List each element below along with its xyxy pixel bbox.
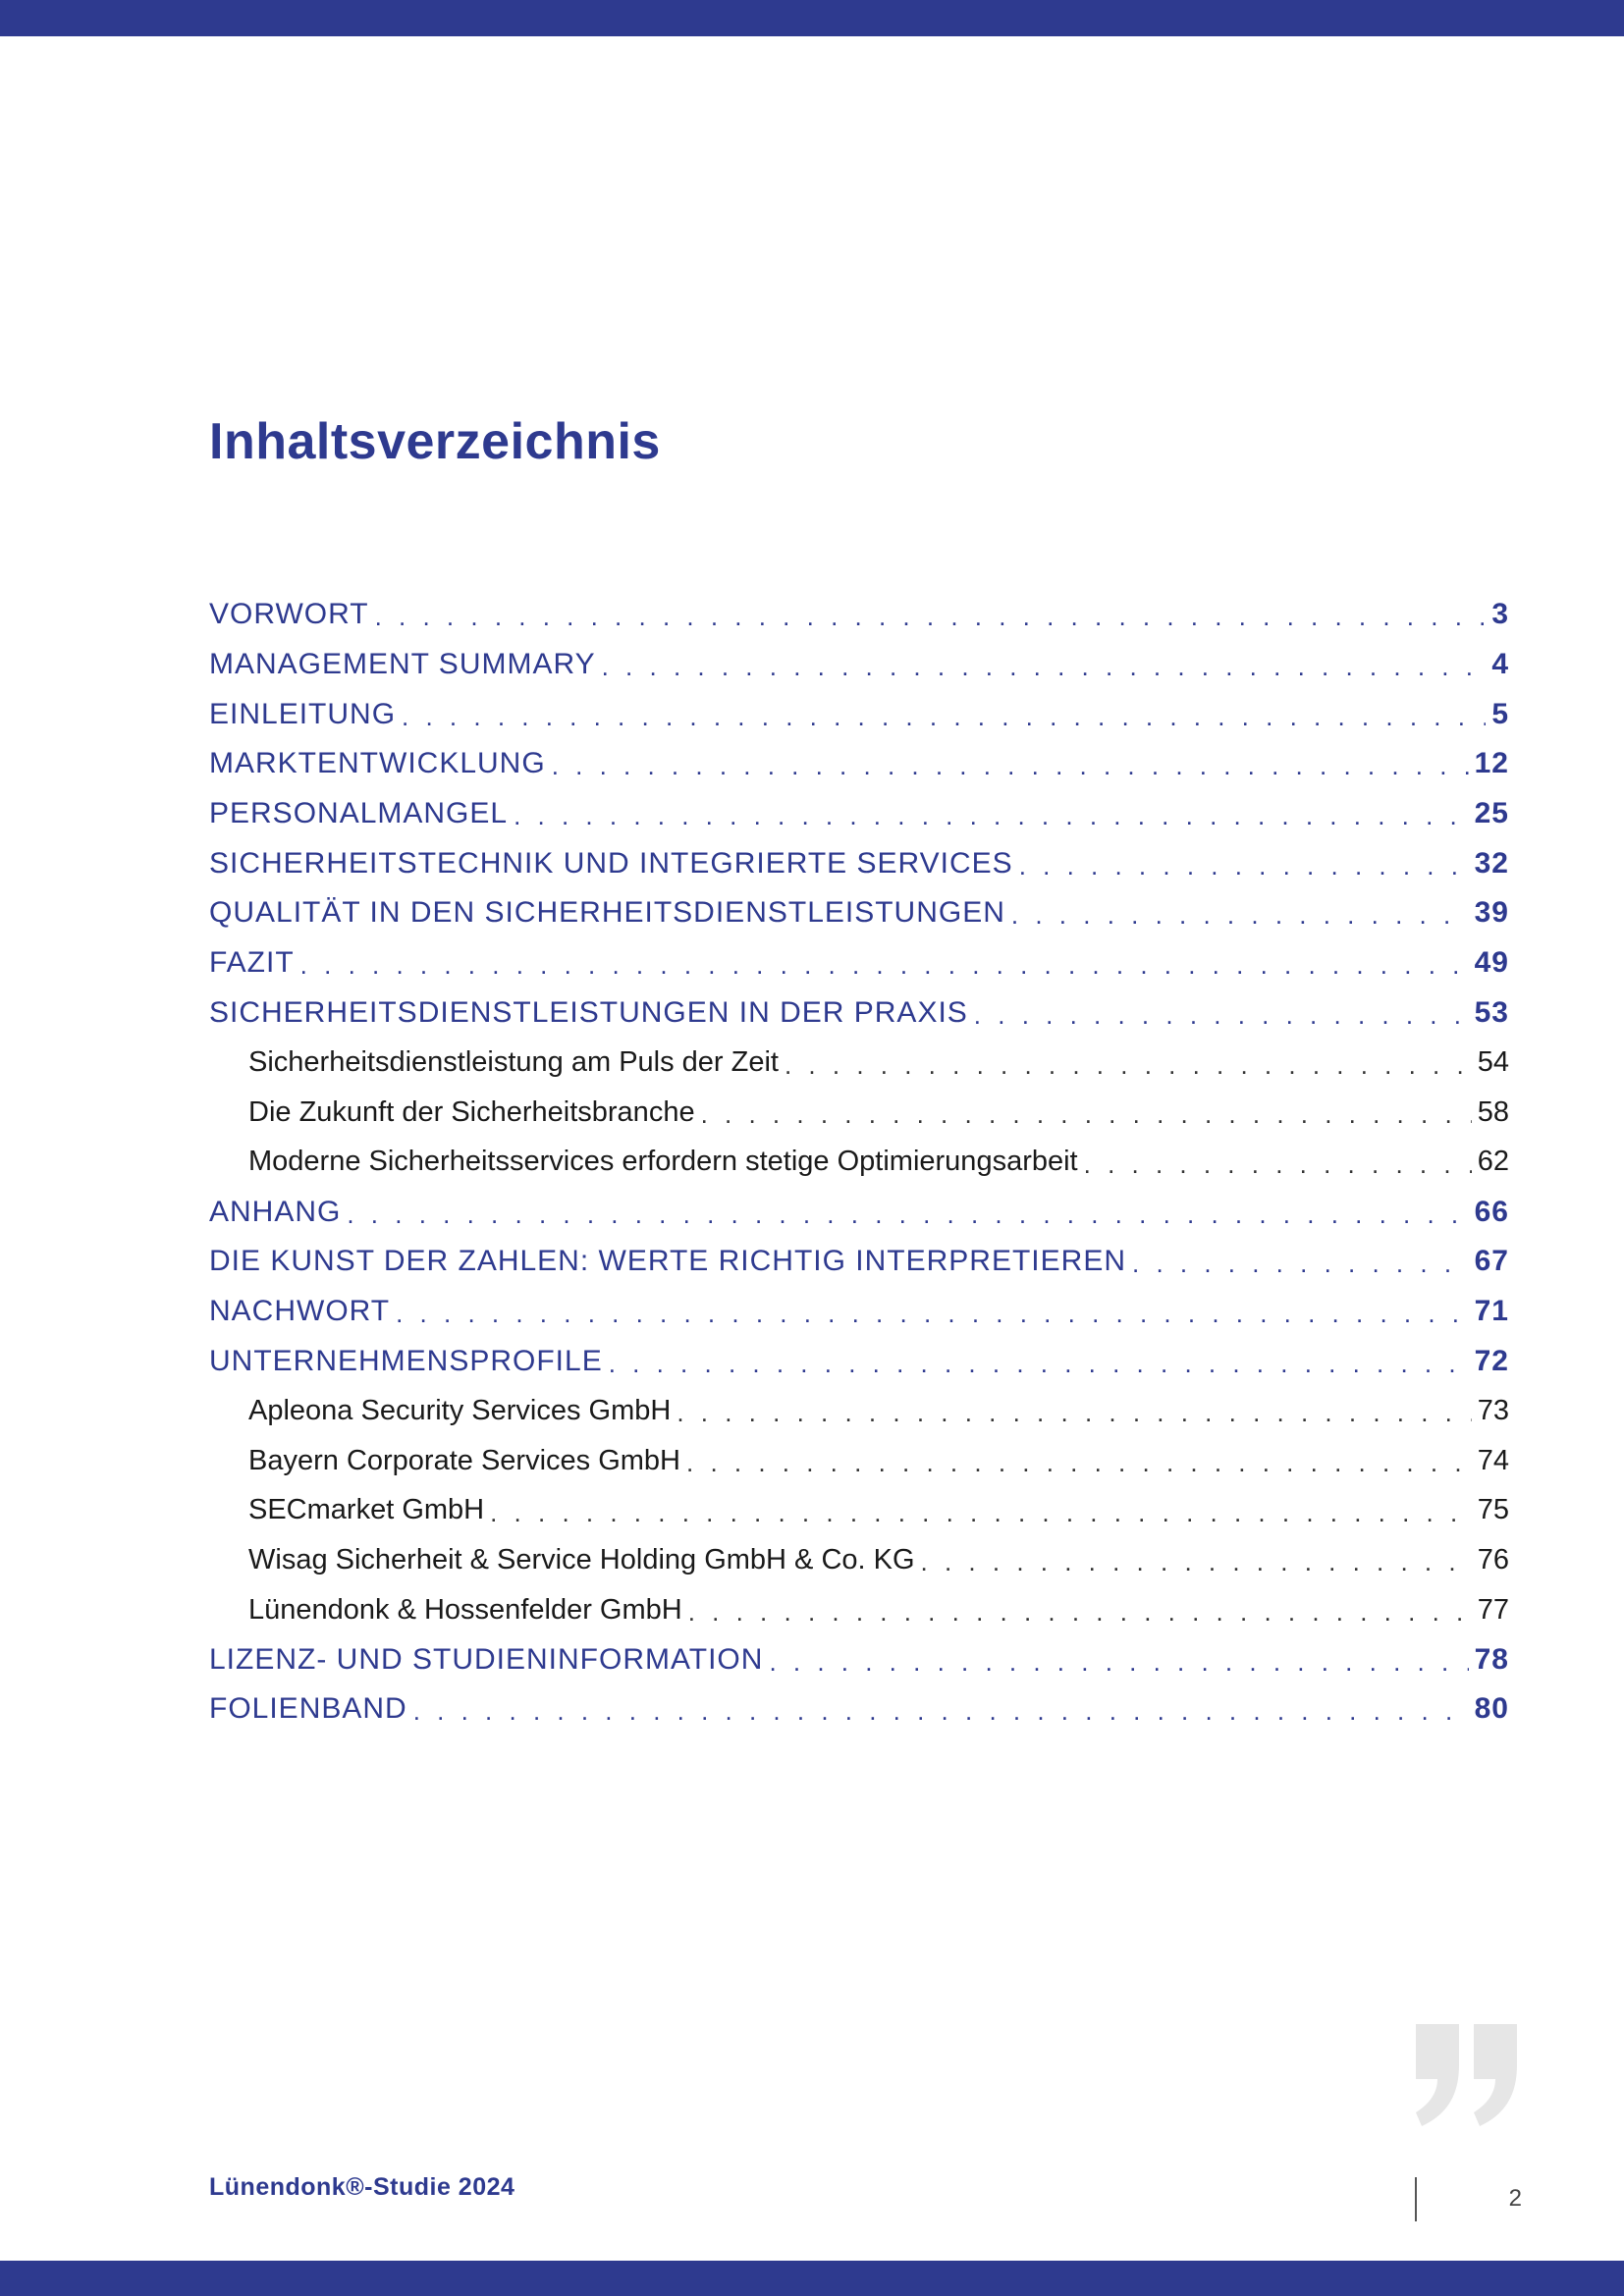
toc-dot-leader <box>688 1599 1472 1625</box>
toc-entry-page: 62 <box>1477 1146 1509 1178</box>
toc-entry-label: UNTERNEHMENSPROFILE <box>209 1344 603 1377</box>
toc-entry-page: 73 <box>1477 1394 1509 1426</box>
toc-entry-page: 32 <box>1474 846 1509 880</box>
top-accent-bar <box>0 0 1624 36</box>
toc-entry-label: Bayern Corporate Services GmbH <box>248 1444 680 1476</box>
toc-dot-leader <box>375 604 1487 629</box>
toc-subentry[interactable] <box>209 1088 1509 1138</box>
toc-entry-label: ANHANG <box>209 1195 342 1228</box>
page-number: 2 <box>1508 2185 1522 2212</box>
toc-entry-label: Die Zukunft der Sicherheitsbranche <box>248 1095 695 1128</box>
toc-entry-label: EINLEITUNG <box>209 697 397 730</box>
toc-dot-leader <box>701 1101 1472 1127</box>
toc-dot-leader <box>347 1201 1468 1227</box>
toc-entry[interactable] <box>209 1634 1509 1684</box>
toc-subentry[interactable] <box>209 1138 1509 1188</box>
toc-entry[interactable] <box>209 1287 1509 1337</box>
toc-entry-page: 76 <box>1477 1543 1509 1575</box>
toc-entry-label: Moderne Sicherheitsservices erfordern stetige Optimierungsarbeit <box>248 1146 1078 1178</box>
toc-subentry[interactable] <box>209 1038 1509 1088</box>
quote-mark-icon <box>1410 2024 1523 2126</box>
toc-entry-label: Wisag Sicherheit & Service Holding GmbH & Co. KG <box>248 1543 915 1575</box>
toc-subentry[interactable] <box>209 1485 1509 1535</box>
toc-entry-label: Lünendonk & Hossenfelder GmbH <box>248 1593 682 1626</box>
toc-subentry[interactable] <box>209 1535 1509 1585</box>
page-title: Inhaltsverzeichnis <box>209 413 661 470</box>
toc-entry[interactable] <box>209 1187 1509 1237</box>
toc-entry-label: MANAGEMENT SUMMARY <box>209 648 596 681</box>
toc-entry-label: MARKTENTWICKLUNG <box>209 747 546 780</box>
toc-entry[interactable] <box>209 838 1509 888</box>
toc-subentry[interactable] <box>209 1386 1509 1436</box>
toc-dot-leader <box>769 1649 1468 1675</box>
toc-entry-page: 74 <box>1477 1444 1509 1476</box>
toc-entry-page: 25 <box>1474 797 1509 830</box>
toc-dot-leader <box>1011 902 1469 928</box>
toc-entry-page: 49 <box>1474 946 1509 980</box>
toc-entry-page: 5 <box>1491 697 1509 730</box>
toc-entry-label: VORWORT <box>209 598 369 631</box>
toc-dot-leader <box>402 704 1486 729</box>
footer-divider <box>1415 2177 1417 2221</box>
toc-entry-label: Apleona Security Services GmbH <box>248 1394 672 1426</box>
footer-study-title: Lünendonk®-Studie 2024 <box>209 2173 515 2201</box>
toc-entry[interactable] <box>209 590 1509 640</box>
toc-dot-leader <box>413 1698 1469 1724</box>
toc-entry-label: QUALITÄT IN DEN SICHERHEITSDIENSTLEISTUNGEN <box>209 896 1005 930</box>
toc-dot-leader <box>552 753 1469 778</box>
toc-entry-page: 12 <box>1474 747 1509 780</box>
toc-entry[interactable] <box>209 739 1509 789</box>
toc-entry[interactable] <box>209 1336 1509 1386</box>
toc-entry-label: LIZENZ- UND STUDIENINFORMATION <box>209 1642 764 1676</box>
toc-dot-leader <box>974 1002 1469 1028</box>
toc-entry-label: FOLIENBAND <box>209 1692 407 1726</box>
toc-entry-page: 53 <box>1474 995 1509 1029</box>
toc-entry-page: 80 <box>1474 1692 1509 1726</box>
toc-dot-leader <box>677 1400 1471 1425</box>
toc-entry-label: SICHERHEITSTECHNIK UND INTEGRIERTE SERVICES <box>209 846 1013 880</box>
toc-entry-page: 67 <box>1474 1245 1509 1278</box>
toc-dot-leader <box>490 1500 1472 1525</box>
toc-entry-page: 66 <box>1474 1195 1509 1228</box>
toc-entry[interactable] <box>209 689 1509 739</box>
toc-entry-page: 39 <box>1474 896 1509 930</box>
toc-entry[interactable] <box>209 888 1509 938</box>
toc-entry-page: 78 <box>1474 1642 1509 1676</box>
toc-dot-leader <box>1132 1251 1469 1276</box>
toc-entry-label: PERSONALMANGEL <box>209 797 509 830</box>
toc-entry-page: 58 <box>1477 1095 1509 1128</box>
toc-dot-leader <box>609 1351 1469 1376</box>
toc-entry-label: DIE KUNST DER ZAHLEN: WERTE RICHTIG INTERPRETIEREN <box>209 1245 1126 1278</box>
toc-entry-page: 75 <box>1477 1494 1509 1526</box>
toc-entry-page: 3 <box>1491 598 1509 631</box>
toc-entry-label: NACHWORT <box>209 1294 391 1327</box>
toc-dot-leader <box>300 952 1469 978</box>
toc-entry-page: 77 <box>1477 1593 1509 1626</box>
table-of-contents <box>209 590 1509 1735</box>
toc-entry-page: 4 <box>1491 648 1509 681</box>
toc-dot-leader <box>785 1052 1472 1078</box>
toc-entry[interactable] <box>209 988 1509 1039</box>
toc-subentry[interactable] <box>209 1585 1509 1635</box>
toc-entry-page: 72 <box>1474 1344 1509 1377</box>
toc-entry-label: SICHERHEITSDIENSTLEISTUNGEN IN DER PRAXIS <box>209 995 968 1029</box>
bottom-accent-bar <box>0 2261 1624 2296</box>
toc-entry[interactable] <box>209 938 1509 988</box>
toc-dot-leader <box>396 1301 1469 1326</box>
toc-subentry[interactable] <box>209 1436 1509 1486</box>
toc-dot-leader <box>514 803 1469 828</box>
toc-entry[interactable] <box>209 640 1509 690</box>
toc-entry[interactable] <box>209 789 1509 839</box>
toc-entry-label: Sicherheitsdienstleistung am Puls der Zeit <box>248 1046 779 1079</box>
toc-dot-leader <box>686 1450 1472 1475</box>
toc-entry-label: FAZIT <box>209 946 295 980</box>
toc-entry-page: 54 <box>1477 1046 1509 1079</box>
toc-dot-leader <box>921 1549 1472 1575</box>
toc-dot-leader <box>602 654 1487 679</box>
toc-entry[interactable] <box>209 1684 1509 1735</box>
toc-entry-page: 71 <box>1474 1294 1509 1327</box>
toc-dot-leader <box>1084 1151 1472 1177</box>
toc-entry[interactable] <box>209 1237 1509 1287</box>
toc-entry-label: SECmarket GmbH <box>248 1494 485 1526</box>
toc-dot-leader <box>1019 853 1469 879</box>
